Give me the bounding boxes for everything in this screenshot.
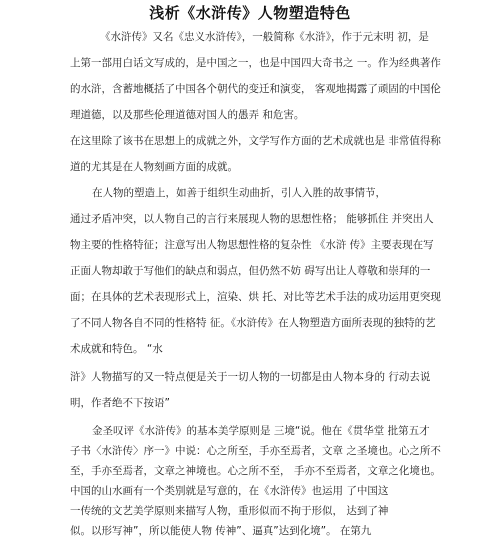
paragraph-line: 至，手亦至焉者，文章之神境也。心之所不至， 手亦不至焉者，文章之化境也。 [70, 465, 441, 477]
paragraph-line: 理道德，以及那些伦理道德对国人的愚弄 和危害。 [70, 109, 305, 121]
paragraph-line: 正面人物却敢于写他们的缺点和弱点，但仍然不妨 碍写出让人尊敬和崇拜的一 [70, 265, 431, 277]
paragraph-line: 在人物的塑造上，如善于组织生动曲折，引人入胜的故事情节， [92, 187, 386, 199]
paragraph-line: 《水浒传》又名《忠义水浒传》，一般简称《水浒》，作于元末明 初，是 [100, 31, 429, 43]
paragraph-line: 上第一部用白话文写成的，是中国之一，也是中国四大奇书之 一。作为经典著作 [70, 57, 441, 69]
paragraph-line: 中国的山水画有一个类别就是写意的，在《水浒传》也运用 了中国这 [70, 485, 389, 497]
paragraph-line: 面；在具体的艺术表现形式上，渲染、烘 托、对比等艺术手法的成功运用更突现 [70, 291, 441, 303]
paragraph-line: 物主要的性格特征；注意写出人物思想性格的复杂性 《水浒 传》主要表现在写 [70, 239, 434, 251]
paragraph-line: 金圣叹评《水浒传》的基本美学原则是 三境“说。他在《贯华堂 批第五才 [92, 425, 430, 437]
paragraph-line: 术成就和特色。 “水 [70, 343, 163, 355]
paragraph-line: 在这里除了该书在思想上的成就之外，文学写作方面的艺术成就也是 非常值得称 [70, 135, 441, 147]
document-title: 浅析《水浒传》人物塑造特色 [149, 4, 351, 22]
paragraph-line: 了不同人物各自不同的性格特 征。《水浒传》在人物塑造方面所表现的独特的艺 [70, 317, 436, 329]
paragraph-line: 道的尤其是在人物刻画方面的成就。 [70, 161, 238, 173]
paragraph-line: 一传统的文艺美学原则来描写人物，重形似而不拘于形似， 达到了神 [70, 505, 389, 517]
paragraph-line: 浒》人物描写的又一特点便是关于一切人物的一切都是由人物本身的 行动去说 [70, 371, 431, 383]
paragraph-line: 的水浒，含蓄地概括了中国各个朝代的变迁和演变， 客观地揭露了顽固的中国伦 [70, 83, 441, 95]
paragraph-line: 通过矛盾冲突，以人物自己的言行来展现人物的思想性格； 能够抓住 并突出人 [70, 213, 434, 225]
paragraph-line: 似。以形写神”，所以能使人物 传神”、逼真”达到化境”。 在第九 [70, 525, 372, 537]
paragraph-line: 明，作者绝不下按语” [70, 397, 170, 409]
paragraph-line: 子书〈水浒传〉序一》中说：心之所至，手亦至焉者，文章 之圣境也。心之所不 [70, 445, 441, 457]
